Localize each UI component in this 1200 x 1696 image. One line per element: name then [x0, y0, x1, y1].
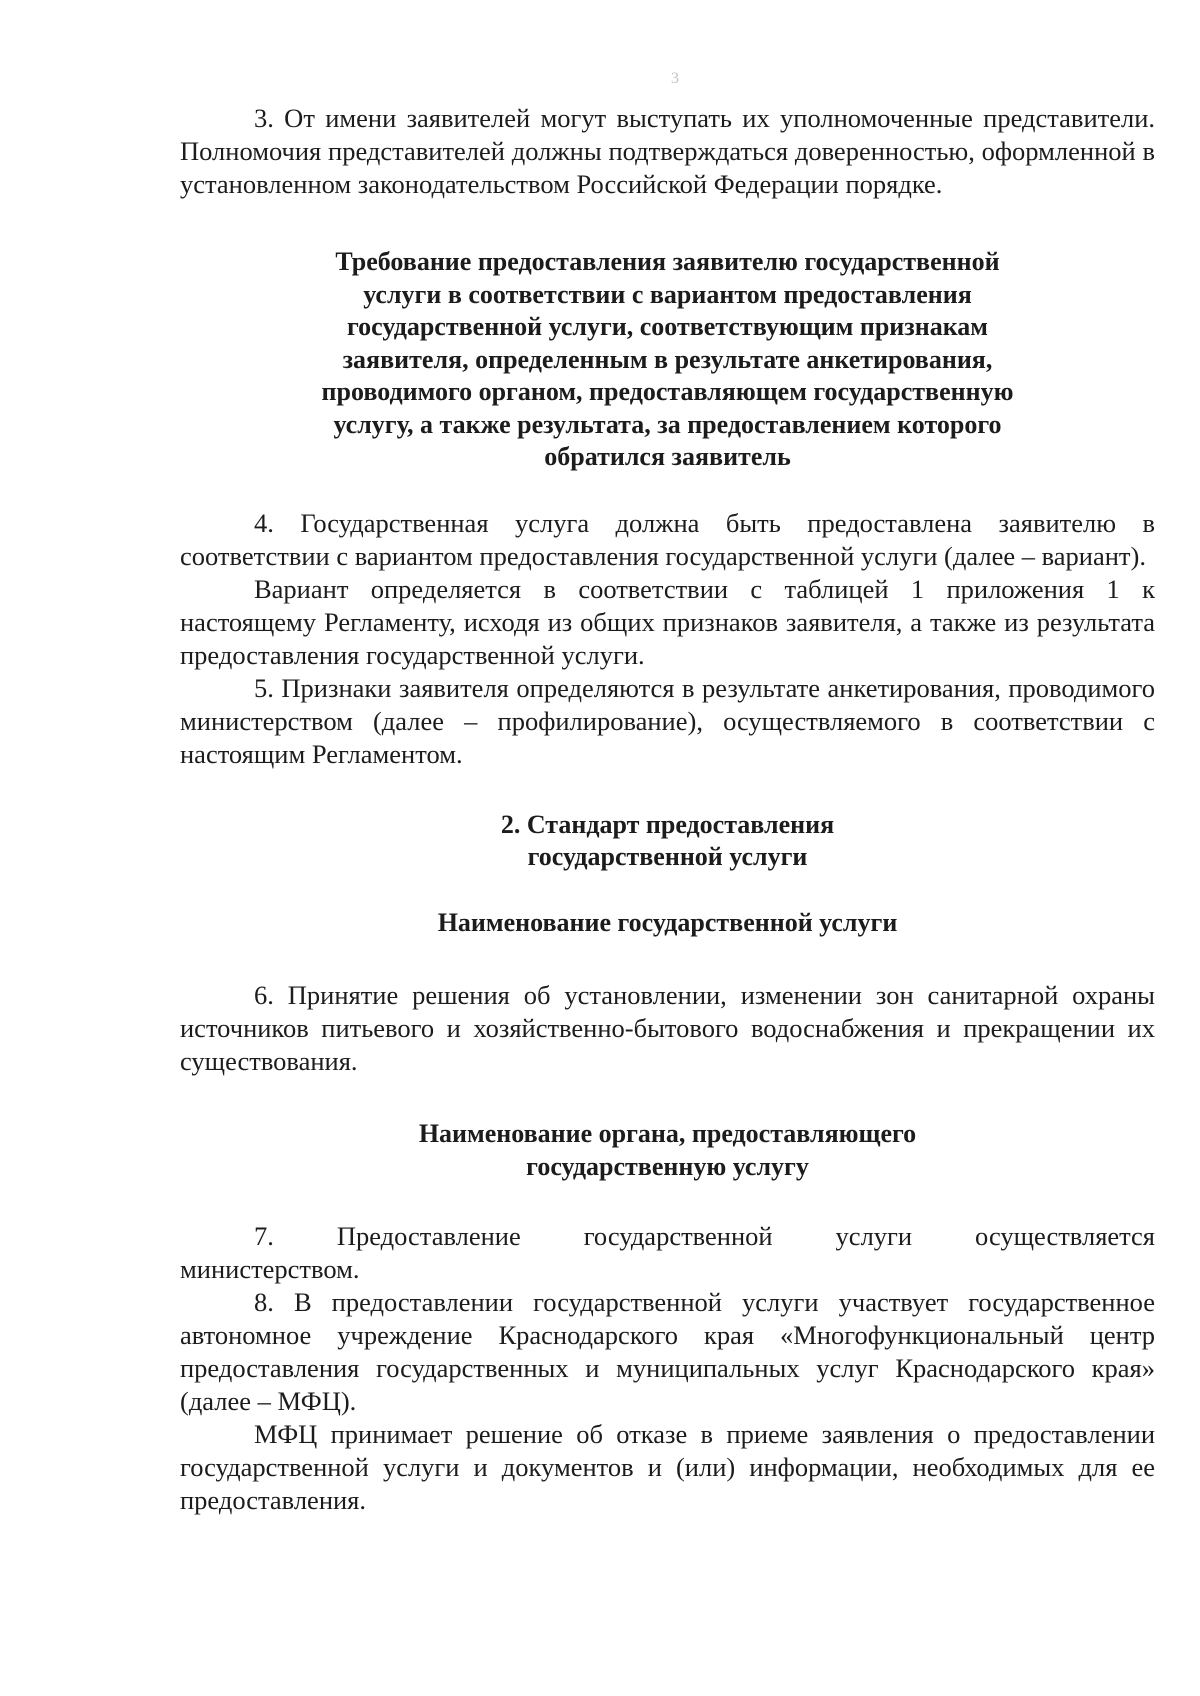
section-heading-standard [180, 809, 1155, 874]
paragraph-7 [180, 1220, 1155, 1286]
heading-line: Наименование государственной услуги [437, 907, 898, 937]
paragraph-8-mfc: МФЦ принимает решение об отказе в приеме заявления о предоставлении государственной услуги и документов и (или) информации, необходимых для ее предоставления. [180, 1419, 1155, 1515]
heading-line: 2. Стандарт предоставления [500, 809, 835, 839]
paragraph-6: 6. Принятие решения об установлении, изменении зон санитарной охраны источников питьевого и хозяйственно-бытового водоснабжения и прекращении их существования. [180, 980, 1155, 1076]
heading-line: услугу, а также результата, за предоставлением которого [333, 409, 1002, 439]
heading-line: Наименование органа, предоставляющего [418, 1119, 917, 1148]
heading-line: Требование предоставления заявителю государственной [335, 247, 1000, 276]
heading-line: проводимого органом, предоставляющем государственную [321, 377, 1014, 406]
paragraph-7-line-2: министерством. [180, 1254, 360, 1284]
paragraph-4: 4. Государственная услуга должна быть предоставлена заявителю в соответствии с вариантом предоставления государственной услуги (далее – вариант). [180, 507, 1155, 571]
heading-line: заявителя, определенным в результате анкетирования, [342, 344, 993, 374]
paragraph-8: 8. В предоставлении государственной услуги участвует государственное автономное учреждение Краснодарского края «Многофункциональный центр предоставления государственных и муниципальных услуг Краснодарского края» (далее – МФЦ). [180, 1287, 1155, 1416]
heading-organ-name [180, 1118, 1155, 1183]
heading-line: обратился заявитель [544, 442, 791, 471]
heading-line: государственную услугу [526, 1151, 809, 1181]
paragraph-3: 3. От имени заявителей могут выступать их уполномоченные представители. Полномочия представителей должны подтверждаться доверенностью, оформленной в установленном законодательством Российской Федерации порядке. [180, 103, 1155, 199]
page-number: 3 [671, 70, 679, 87]
heading-requirement [180, 246, 1155, 474]
paragraph-7-line-1: 7. Предоставление государственной услуги осуществляется [254, 1221, 1155, 1251]
heading-service-name [180, 907, 1155, 940]
paragraph-5: 5. Признаки заявителя определяются в результате анкетирования, проводимого министерством (далее – профилирование), осуществляемого в соответствии с настоящим Регламентом. [180, 672, 1155, 769]
heading-line: услуги в соответствии с вариантом предоставления [363, 279, 972, 309]
paragraph-4-variant: Вариант определяется в соответствии с таблицей 1 приложения 1 к настоящему Регламенту, исходя из общих признаков заявителя, а также из результата предоставления государственной услуги. [180, 573, 1155, 670]
heading-line: государственной услуги [527, 842, 808, 871]
heading-line: государственной услуги, соответствующим признакам [346, 312, 989, 341]
document-body [180, 102, 1155, 1517]
